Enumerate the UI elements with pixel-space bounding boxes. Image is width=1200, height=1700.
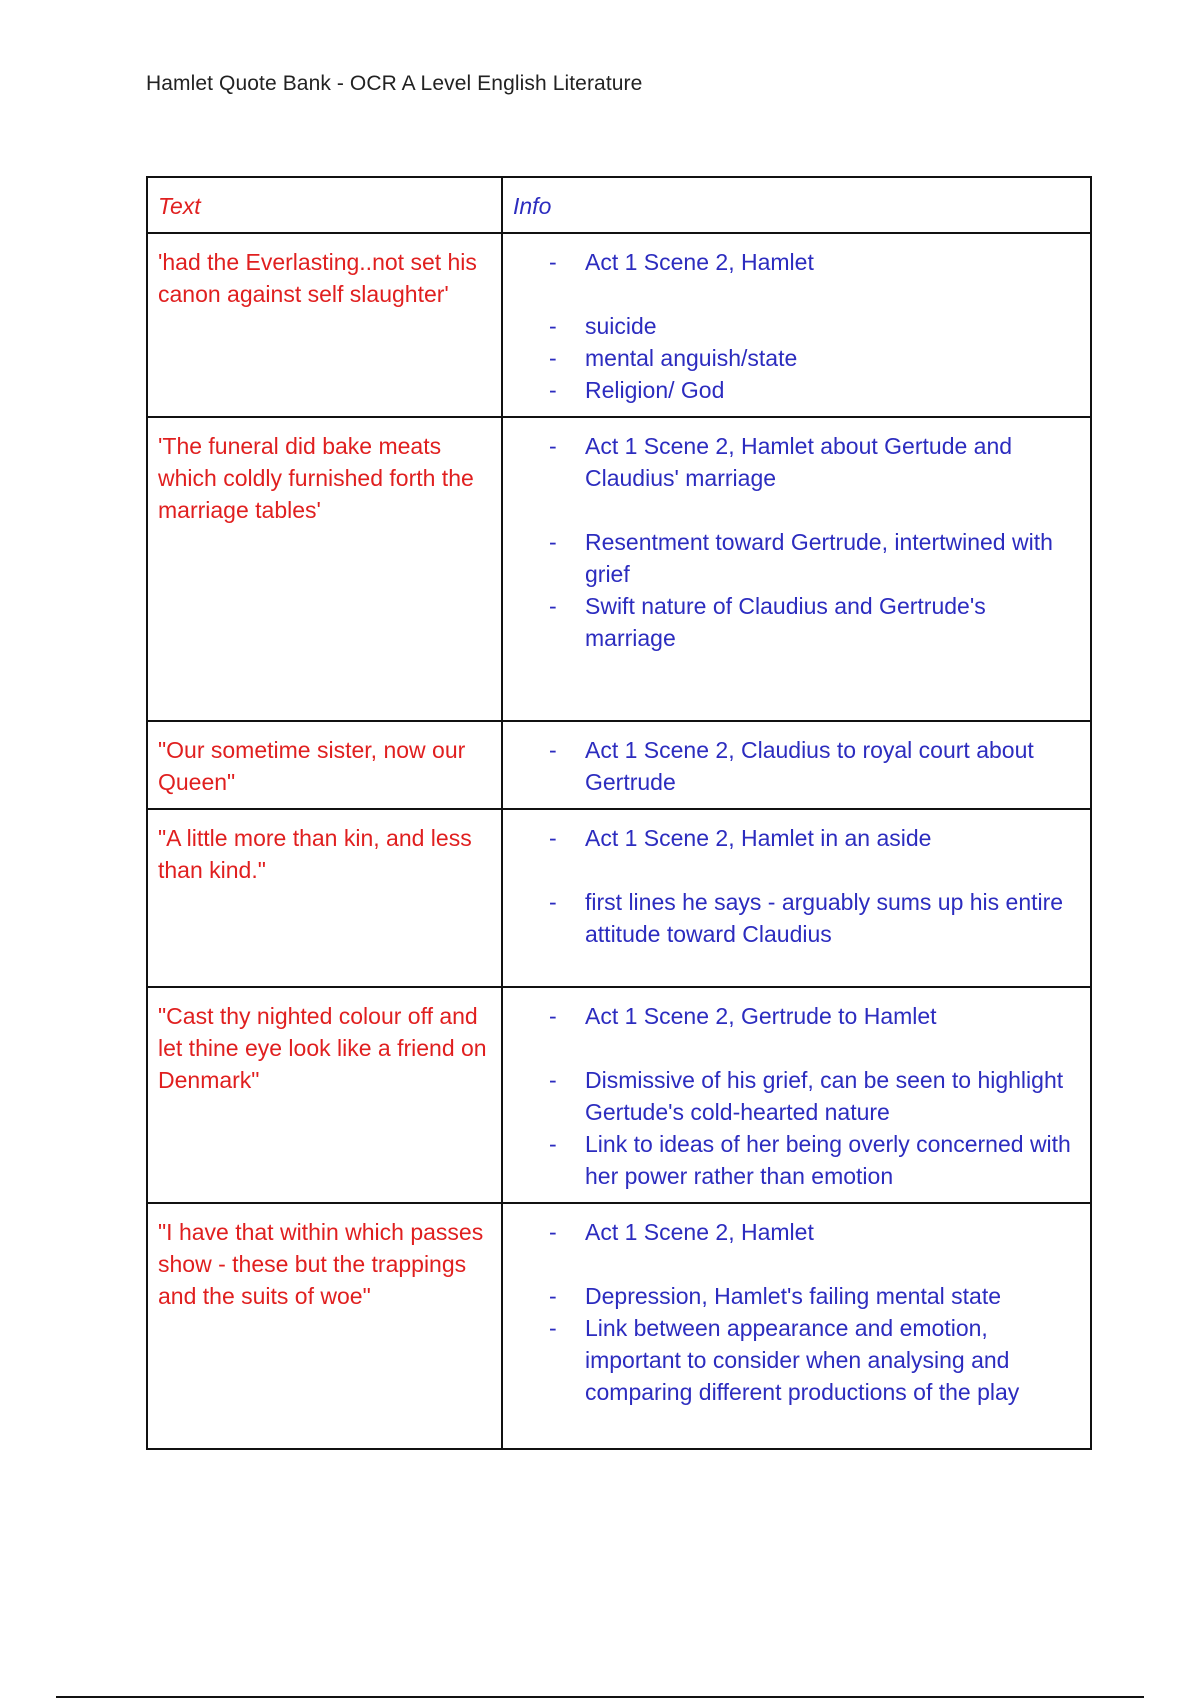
info-item: - suicide [537, 310, 1080, 342]
footer-divider [56, 1696, 1144, 1698]
quote-text: "I have that within which passes show - these but the trappings and the suits of woe" [147, 1203, 502, 1449]
info-cell [502, 233, 1091, 417]
quote-text: 'had the Everlasting..not set his canon against self slaughter' [147, 233, 502, 417]
info-list [537, 1000, 1080, 1192]
table-header-row [147, 177, 1091, 233]
quote-text: "Our sometime sister, now our Queen" [147, 721, 502, 809]
info-item: - Act 1 Scene 2, Hamlet [537, 1216, 1080, 1248]
quote-text: 'The funeral did bake meats which coldly furnished forth the marriage tables' [147, 417, 502, 721]
info-cell [502, 721, 1091, 809]
info-item: - first lines he says - arguably sums up his entire attitude toward Claudius [537, 886, 1080, 950]
info-item: - Resentment toward Gertrude, intertwined with grief [537, 526, 1080, 590]
info-cell [502, 987, 1091, 1203]
document-header: Hamlet Quote Bank - OCR A Level English Literature [146, 72, 643, 95]
info-item: - Act 1 Scene 2, Gertrude to Hamlet [537, 1000, 1080, 1032]
quote-text: "Cast thy nighted colour off and let thine eye look like a friend on Denmark" [147, 987, 502, 1203]
info-item: - Act 1 Scene 2, Claudius to royal court about Gertrude [537, 734, 1080, 798]
info-cell [502, 417, 1091, 721]
info-list [537, 246, 1080, 406]
info-cell [502, 1203, 1091, 1449]
info-cell [502, 809, 1091, 987]
info-list [537, 822, 1080, 950]
table-row [147, 233, 1091, 417]
info-item: - Act 1 Scene 2, Hamlet in an aside [537, 822, 1080, 854]
info-item: - Religion/ God [537, 374, 1080, 406]
table-row [147, 987, 1091, 1203]
info-item: - Swift nature of Claudius and Gertrude's marriage [537, 590, 1080, 654]
info-list [537, 1216, 1080, 1408]
table-row [147, 809, 1091, 987]
info-list [537, 734, 1080, 798]
info-list [537, 430, 1080, 654]
info-item: - Depression, Hamlet's failing mental state [537, 1280, 1080, 1312]
table-row [147, 721, 1091, 809]
column-header-info: Info [502, 177, 1091, 233]
quote-table [146, 176, 1092, 1450]
info-item: - Link between appearance and emotion, important to consider when analysing and comparing different productions of the play [537, 1312, 1080, 1408]
quote-text: "A little more than kin, and less than kind." [147, 809, 502, 987]
table-row [147, 1203, 1091, 1449]
info-item: - mental anguish/state [537, 342, 1080, 374]
info-item: - Link to ideas of her being overly concerned with her power rather than emotion [537, 1128, 1080, 1192]
info-item: - Act 1 Scene 2, Hamlet [537, 246, 1080, 278]
column-header-text: Text [147, 177, 502, 233]
info-item: - Act 1 Scene 2, Hamlet about Gertude and Claudius' marriage [537, 430, 1080, 494]
table-row [147, 417, 1091, 721]
info-item: - Dismissive of his grief, can be seen to highlight Gertude's cold-hearted nature [537, 1064, 1080, 1128]
